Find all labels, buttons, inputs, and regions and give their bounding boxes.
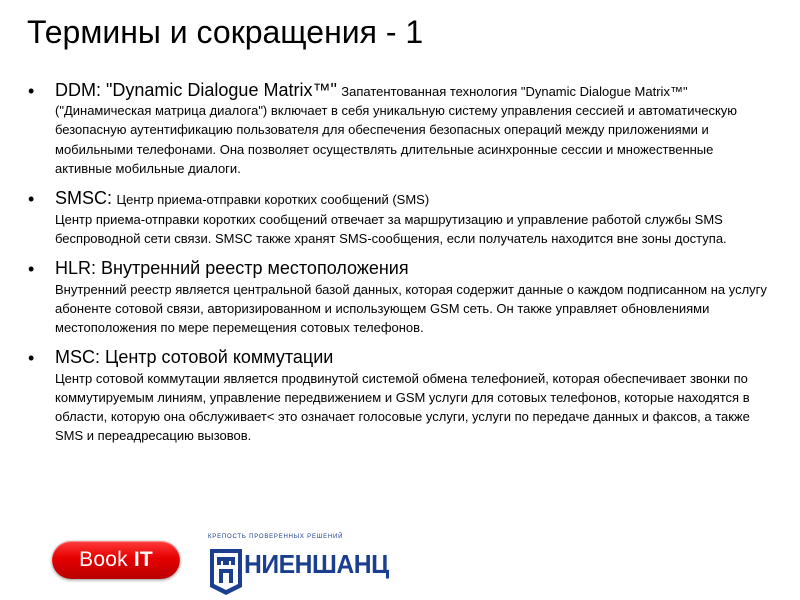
term-item-msc <box>28 347 770 445</box>
term-item-smsc <box>28 188 770 248</box>
bullet-icon: • <box>28 81 35 101</box>
book-it-label-book: Book <box>79 548 128 571</box>
term-title: HLR: Внутренний реестр местоположения <box>55 258 409 279</box>
bullet-icon: • <box>28 348 35 369</box>
logo-tagline: КРЕПОСТЬ ПРОВЕРЕННЫХ РЕШЕНИЙ <box>208 534 344 540</box>
term-description: Запатентованная технология "Dynamic Dialogue Matrix™" ("Динамическая матрица диалога") включает в себя уникальную систему управления сессией и автоматическую безопасную аутентификацию пользователя для обеспечения безопасных операций между приложениями и мобильными телефонами. Она позволяет осуществлять длительные асинхронные сессии и множественные активные мобильные диалоги. <box>55 84 738 176</box>
term-subtitle: Центр приема-отправки коротких сообщений (SMS) <box>116 192 430 208</box>
term-description: Центр приема-отправки коротких сообщений отвечает за маршрутизацию и управление работой службы SMS беспроводной сети связи. SMSC также хранят SMS-сообщения, если получатель находится вне зоны доступа. <box>55 212 727 247</box>
slide-title: Термины и сокращения - 1 <box>27 14 424 50</box>
terms-list <box>28 80 770 455</box>
term-item-hlr <box>28 258 770 337</box>
term-title: SMSC: <box>55 188 113 209</box>
book-it-label-it: IT <box>133 548 153 571</box>
term-description: Внутренний реестр является центральной базой данных, которая содержит данные о каждом подписанном на услугу абоненте сотовой связи, авторизированном и использующем GSM сеть. Он также управляет обновлениями местоположения по мере перемещения сотовых телефонов. <box>55 282 767 336</box>
term-title: MSC: Центр сотовой коммутации <box>55 347 334 368</box>
book-it-button[interactable] <box>52 541 180 579</box>
bullet-icon: • <box>28 259 35 280</box>
fortress-icon <box>208 543 244 595</box>
term-item-ddm <box>28 80 770 178</box>
logo-name: НИЕНШАНЦ <box>244 549 389 579</box>
nienshants-logo <box>208 534 388 596</box>
term-title: DDM: "Dynamic Dialogue Matrix™" <box>55 80 337 100</box>
term-description: Центр сотовой коммутации является продвинутой системой обмена телефонией, которая обеспечивает звонки по коммутируемым линиям, управление передвижением и GSM услуги для сотовых телефонов, которые находятся в области, которую она обслуживает< это означает голосовые услуги, услуги по передаче данных и факсов, а также SMS и переадресацию вызовов. <box>55 371 750 444</box>
bullet-icon: • <box>28 189 35 210</box>
